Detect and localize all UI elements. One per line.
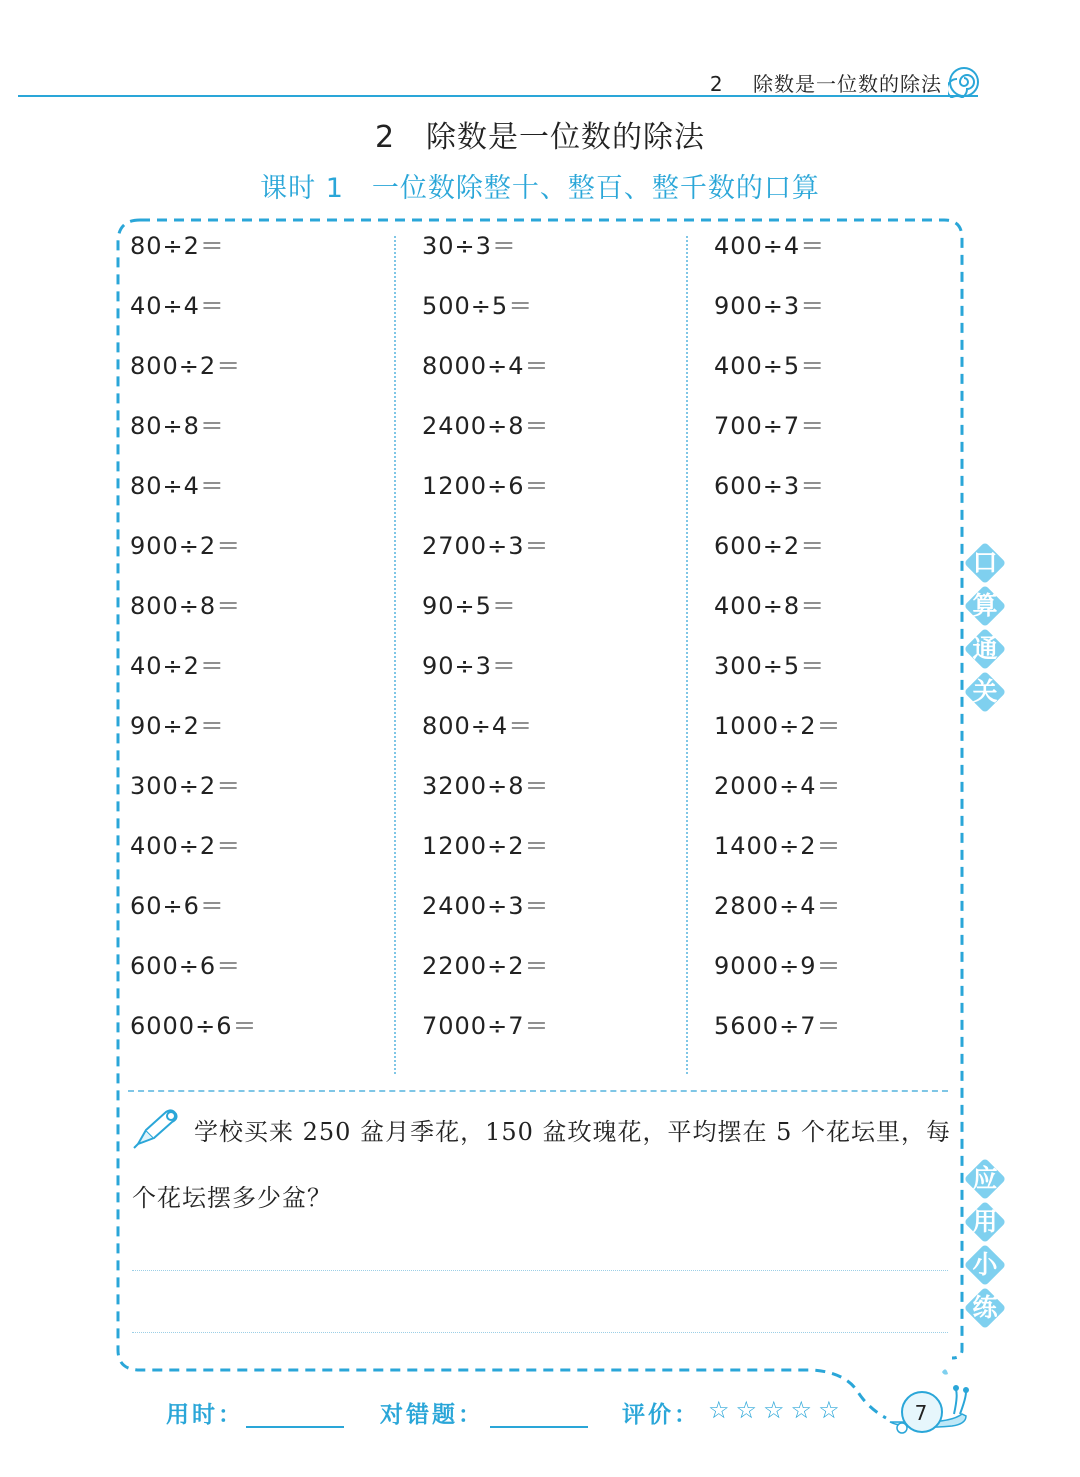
problem: 30÷3＝: [422, 232, 517, 260]
column-divider: [394, 236, 396, 1074]
word-problem-line-1: 学校买来 250 盆月季花，150 盆玫瑰花，平均摆在 5 个花坛里，每: [194, 1118, 952, 1146]
rating-stars[interactable]: ☆☆☆☆☆: [708, 1396, 846, 1424]
problem-column-2: [422, 228, 682, 1068]
problem: 700÷7＝: [714, 412, 826, 440]
problem: 3200÷8＝: [422, 772, 550, 800]
problem: 40÷2＝: [130, 652, 225, 680]
problem: 80÷2＝: [130, 232, 225, 260]
problem: 90÷2＝: [130, 712, 225, 740]
answer-line[interactable]: [132, 1270, 948, 1271]
word-problem-line-2: 个花坛摆多少盆？: [132, 1184, 332, 1212]
errors-label: 对错题：: [380, 1402, 484, 1428]
running-header-name: 除数是一位数的除法: [753, 72, 942, 96]
problem: 600÷2＝: [714, 532, 826, 560]
problem: 400÷8＝: [714, 592, 826, 620]
problem: 2400÷3＝: [422, 892, 550, 920]
lesson-title: 课时 1 一位数除整十、整百、整千数的口算: [260, 173, 820, 204]
column-divider: [686, 236, 688, 1074]
problem: 400÷2＝: [130, 832, 242, 860]
problem: 900÷3＝: [714, 292, 826, 320]
page-number: 7: [914, 1401, 928, 1425]
problem: 1000÷2＝: [714, 712, 842, 740]
problem: 60÷6＝: [130, 892, 225, 920]
tab-char: 关: [962, 669, 1008, 715]
problem: 6000÷6＝: [130, 1012, 258, 1040]
problem: 300÷5＝: [714, 652, 826, 680]
problem: 8000÷4＝: [422, 352, 550, 380]
problem: 400÷5＝: [714, 352, 826, 380]
problem: 2000÷4＝: [714, 772, 842, 800]
errors-blank[interactable]: [490, 1426, 588, 1428]
answer-line[interactable]: [132, 1332, 948, 1333]
chapter-title: 2 除数是一位数的除法: [374, 120, 706, 155]
problem: 400÷4＝: [714, 232, 826, 260]
problem: 2200÷2＝: [422, 952, 550, 980]
problem-column-1: [130, 228, 390, 1068]
running-header: [0, 66, 1080, 98]
problem: 80÷4＝: [130, 472, 225, 500]
problem: 5600÷7＝: [714, 1012, 842, 1040]
problem: 800÷4＝: [422, 712, 534, 740]
tab-char: 口: [962, 540, 1008, 586]
running-header-text: [710, 68, 942, 97]
problem: 300÷2＝: [130, 772, 242, 800]
running-header-number: 2: [709, 72, 724, 96]
problem: 90÷3＝: [422, 652, 517, 680]
spiral-icon: [948, 66, 980, 98]
rating-label: 评价：: [622, 1402, 700, 1428]
pencil-icon: [132, 1104, 182, 1150]
time-blank[interactable]: [246, 1426, 344, 1428]
tab-char: 用: [962, 1199, 1008, 1245]
problem: 90÷5＝: [422, 592, 517, 620]
problem: 80÷8＝: [130, 412, 225, 440]
problem: 2400÷8＝: [422, 412, 550, 440]
problem: 600÷6＝: [130, 952, 242, 980]
tab-char: 应: [962, 1156, 1008, 1202]
problem: 1200÷6＝: [422, 472, 550, 500]
tab-char: 小: [962, 1242, 1008, 1288]
tab-char: 算: [962, 583, 1008, 629]
problem: 900÷2＝: [130, 532, 242, 560]
problem: 600÷3＝: [714, 472, 826, 500]
problem: 2800÷4＝: [714, 892, 842, 920]
problem: 800÷2＝: [130, 352, 242, 380]
mental-math-grid: [130, 228, 940, 1068]
problem: 500÷5＝: [422, 292, 534, 320]
problem: 2700÷3＝: [422, 532, 550, 560]
problem: 9000÷9＝: [714, 952, 842, 980]
problem: 7000÷7＝: [422, 1012, 550, 1040]
problem: 800÷8＝: [130, 592, 242, 620]
time-label: 用时：: [166, 1402, 244, 1428]
problem-column-3: [714, 228, 974, 1068]
problem: 1400÷2＝: [714, 832, 842, 860]
problem: 40÷4＝: [130, 292, 225, 320]
tab-char: 通: [962, 626, 1008, 672]
problem: 1200÷2＝: [422, 832, 550, 860]
tab-char: 练: [962, 1285, 1008, 1331]
section-divider: [128, 1090, 948, 1092]
